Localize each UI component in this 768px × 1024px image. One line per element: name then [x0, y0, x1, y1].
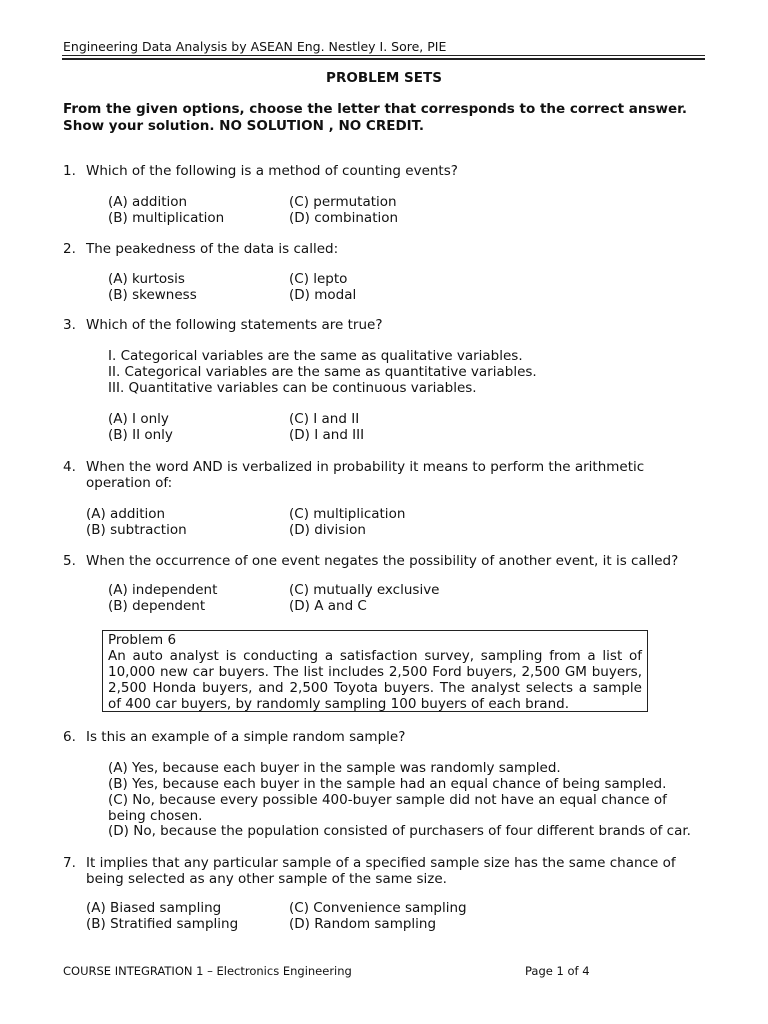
problem-6-title: Problem 6: [108, 632, 177, 648]
option-d: (D) No, because the population consisted of purchasers of four different brands of car.: [108, 823, 691, 839]
question-number: 7.: [63, 855, 76, 871]
problem-6-box: [102, 630, 648, 712]
question-number: 6.: [63, 729, 76, 745]
option-d: (D) Random sampling: [289, 916, 437, 932]
header-rule-thin: [62, 55, 705, 56]
option-a: (A) I only: [108, 411, 169, 427]
option-d: (D) division: [289, 522, 366, 538]
question-text: The peakedness of the data is called:: [86, 241, 339, 257]
question-number: 1.: [63, 163, 76, 179]
option-a: (A) addition: [86, 506, 166, 522]
option-c: (C) Convenience sampling: [289, 900, 467, 916]
footer-course: COURSE INTEGRATION 1 – Electronics Engineering: [63, 964, 352, 978]
statement-2: II. Categorical variables are the same as quantitative variables.: [108, 364, 537, 380]
option-b: (B) skewness: [108, 287, 197, 303]
option-a: (A) kurtosis: [108, 271, 185, 287]
instructions: From the given options, choose the letter that corresponds to the correct answer. Show your solution. NO SOLUTION , NO CREDIT.: [63, 101, 688, 134]
option-d: (D) combination: [289, 210, 399, 226]
statement-1: I. Categorical variables are the same as qualitative variables.: [108, 348, 523, 364]
option-b: (B) II only: [108, 427, 173, 443]
option-c: (C) I and II: [289, 411, 360, 427]
option-c: (C) permutation: [289, 194, 397, 210]
option-b: (B) dependent: [108, 598, 206, 614]
question-text: Is this an example of a simple random sample?: [86, 729, 406, 745]
option-d: (D) I and III: [289, 427, 365, 443]
option-a: (A) Biased sampling: [86, 900, 222, 916]
question-text: When the occurrence of one event negates the possibility of another event, it is called?: [86, 553, 679, 569]
option-a: (A) independent: [108, 582, 218, 598]
option-c: (C) No, because every possible 400-buyer sample did not have an equal chance of being chosen.: [108, 792, 667, 824]
option-b: (B) subtraction: [86, 522, 187, 538]
question-text: Which of the following is a method of counting events?: [86, 163, 458, 179]
question-text: It implies that any particular sample of a specified sample size has the same chance of being selected as any other sample of the same size.: [86, 855, 676, 887]
question-number: 3.: [63, 317, 76, 333]
statement-3: III. Quantitative variables can be continuous variables.: [108, 380, 477, 396]
option-a: (A) addition: [108, 194, 188, 210]
question-number: 4.: [63, 459, 76, 475]
question-text: Which of the following statements are true?: [86, 317, 383, 333]
question-number: 2.: [63, 241, 76, 257]
option-a: (A) Yes, because each buyer in the sample was randomly sampled.: [108, 760, 561, 776]
option-b: (B) Yes, because each buyer in the sample had an equal chance of being sampled.: [108, 776, 667, 792]
option-c: (C) lepto: [289, 271, 348, 287]
option-b: (B) Stratified sampling: [86, 916, 239, 932]
document-header: Engineering Data Analysis by ASEAN Eng. Nestley I. Sore, PIE: [63, 39, 447, 54]
problem-6-text: An auto analyst is conducting a satisfaction survey, sampling from a list of 10,000 new car buyers. The list includes 2,500 Ford buyers, 2,500 GM buyers, 2,500 Honda buyers, and 2,500 Toyota buyers. The analyst selects a sample of 400 car buyers, by randomly sampling 100 buyers of each brand.: [108, 648, 642, 712]
option-b: (B) multiplication: [108, 210, 225, 226]
option-d: (D) A and C: [289, 598, 367, 614]
footer-page-number: Page 1 of 4: [525, 964, 590, 978]
option-c: (C) mutually exclusive: [289, 582, 440, 598]
option-c: (C) multiplication: [289, 506, 406, 522]
question-text: When the word AND is verbalized in probability it means to perform the arithmetic operation of:: [86, 459, 645, 491]
page-title: PROBLEM SETS: [326, 70, 442, 86]
question-number: 5.: [63, 553, 76, 569]
option-d: (D) modal: [289, 287, 357, 303]
header-rule-thick: [62, 58, 705, 60]
